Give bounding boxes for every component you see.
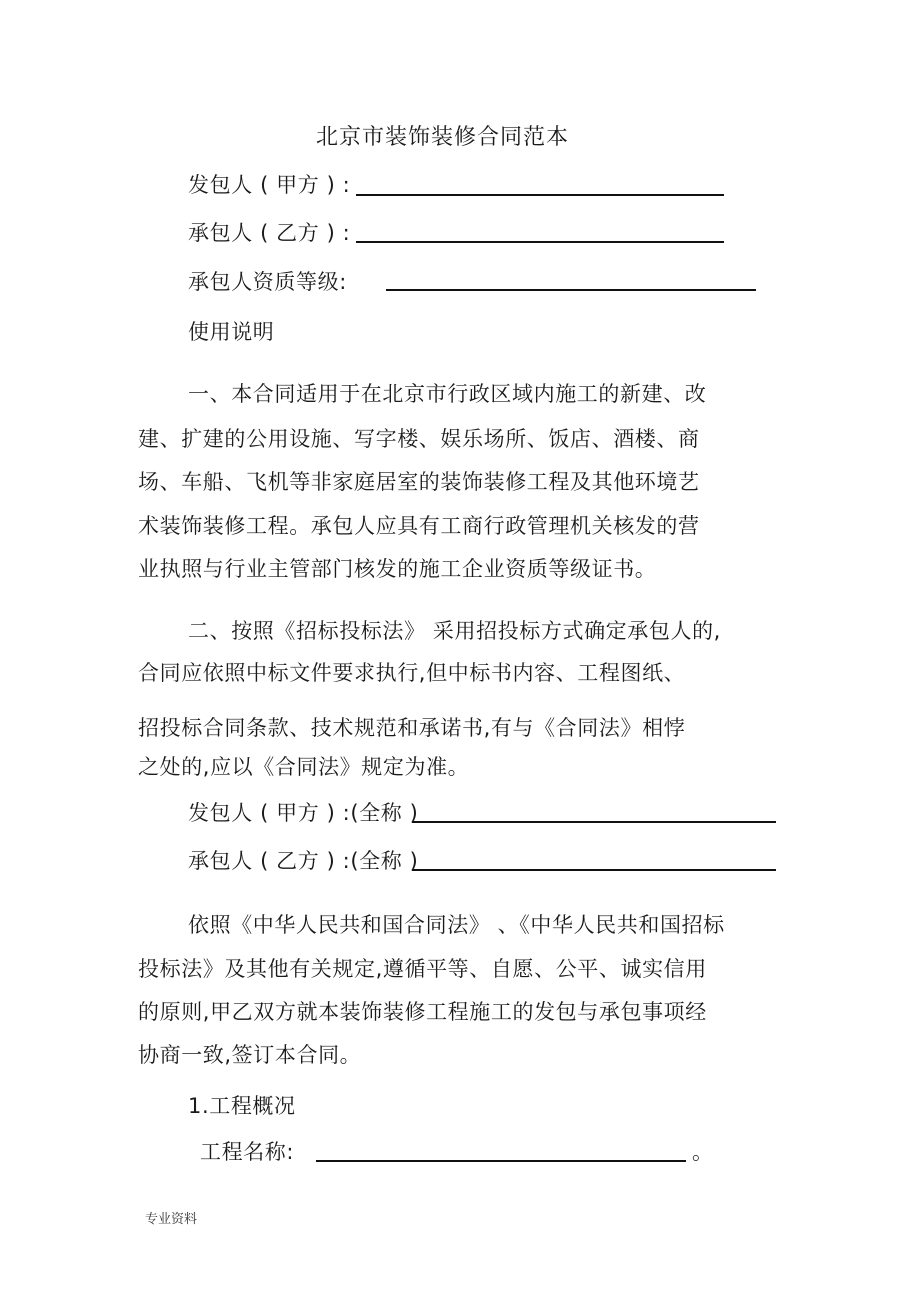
para2-line: 二、按照《招标投标法》 采用招投标方式确定承包人的,	[188, 619, 721, 643]
party-b-fullname-blank[interactable]	[412, 869, 776, 871]
para3-line: 的原则,甲乙双方就本装饰装修工程施工的发包与承包事项经	[138, 1000, 707, 1024]
para1-line: 一、本合同适用于在北京市行政区域内施工的新建、改	[188, 382, 707, 406]
party-a-label: 发包人 ( 甲方 ) :	[188, 173, 351, 197]
para3-line: 投标法》及其他有关规定,遵循平等、自愿、公平、诚实信用	[138, 957, 707, 981]
para3-line: 协商一致,签订本合同。	[138, 1043, 362, 1067]
para3-line: 依照《中华人民共和国合同法》 、《中华人民共和国招标	[188, 913, 725, 937]
party-a-fullname-blank[interactable]	[412, 821, 776, 823]
para1-line: 场、车船、飞机等非家庭居室的装饰装修工程及其他环境艺	[138, 470, 700, 494]
party-b-fullname-label: 承包人 ( 乙方 ) :(全称 )	[188, 849, 419, 873]
party-b-label: 承包人 ( 乙方 ) :	[188, 221, 351, 245]
project-name-blank[interactable]	[316, 1160, 686, 1162]
page-footer: 专业资料	[145, 1212, 198, 1227]
party-a-blank[interactable]	[356, 194, 724, 196]
para2-line: 合同应依照中标文件要求执行,但中标书内容、工程图纸、	[138, 661, 686, 685]
usage-heading: 使用说明	[188, 320, 275, 344]
section1-heading: 1.工程概况	[188, 1094, 296, 1118]
qualification-label: 承包人资质等级:	[188, 270, 347, 294]
para1-line: 业执照与行业主管部门核发的施工企业资质等级证书。	[138, 557, 657, 581]
para2-line: 招投标合同条款、技术规范和承诺书,有与《合同法》相悖	[138, 716, 686, 740]
project-name-suffix: 。	[692, 1140, 714, 1164]
para2-line: 之处的,应以《合同法》规定为准。	[138, 755, 470, 779]
document-title: 北京市装饰装修合同范本	[316, 125, 570, 150]
para1-line: 术装饰装修工程。承包人应具有工商行政管理机关核发的营	[138, 514, 700, 538]
qualification-blank[interactable]	[386, 289, 756, 291]
project-name-label: 工程名称:	[200, 1140, 295, 1164]
party-b-blank[interactable]	[356, 241, 724, 243]
party-a-fullname-label: 发包人 ( 甲方 ) :(全称 )	[188, 801, 419, 825]
para1-line: 建、扩建的公用设施、写字楼、娱乐场所、饭店、酒楼、商	[138, 427, 700, 451]
